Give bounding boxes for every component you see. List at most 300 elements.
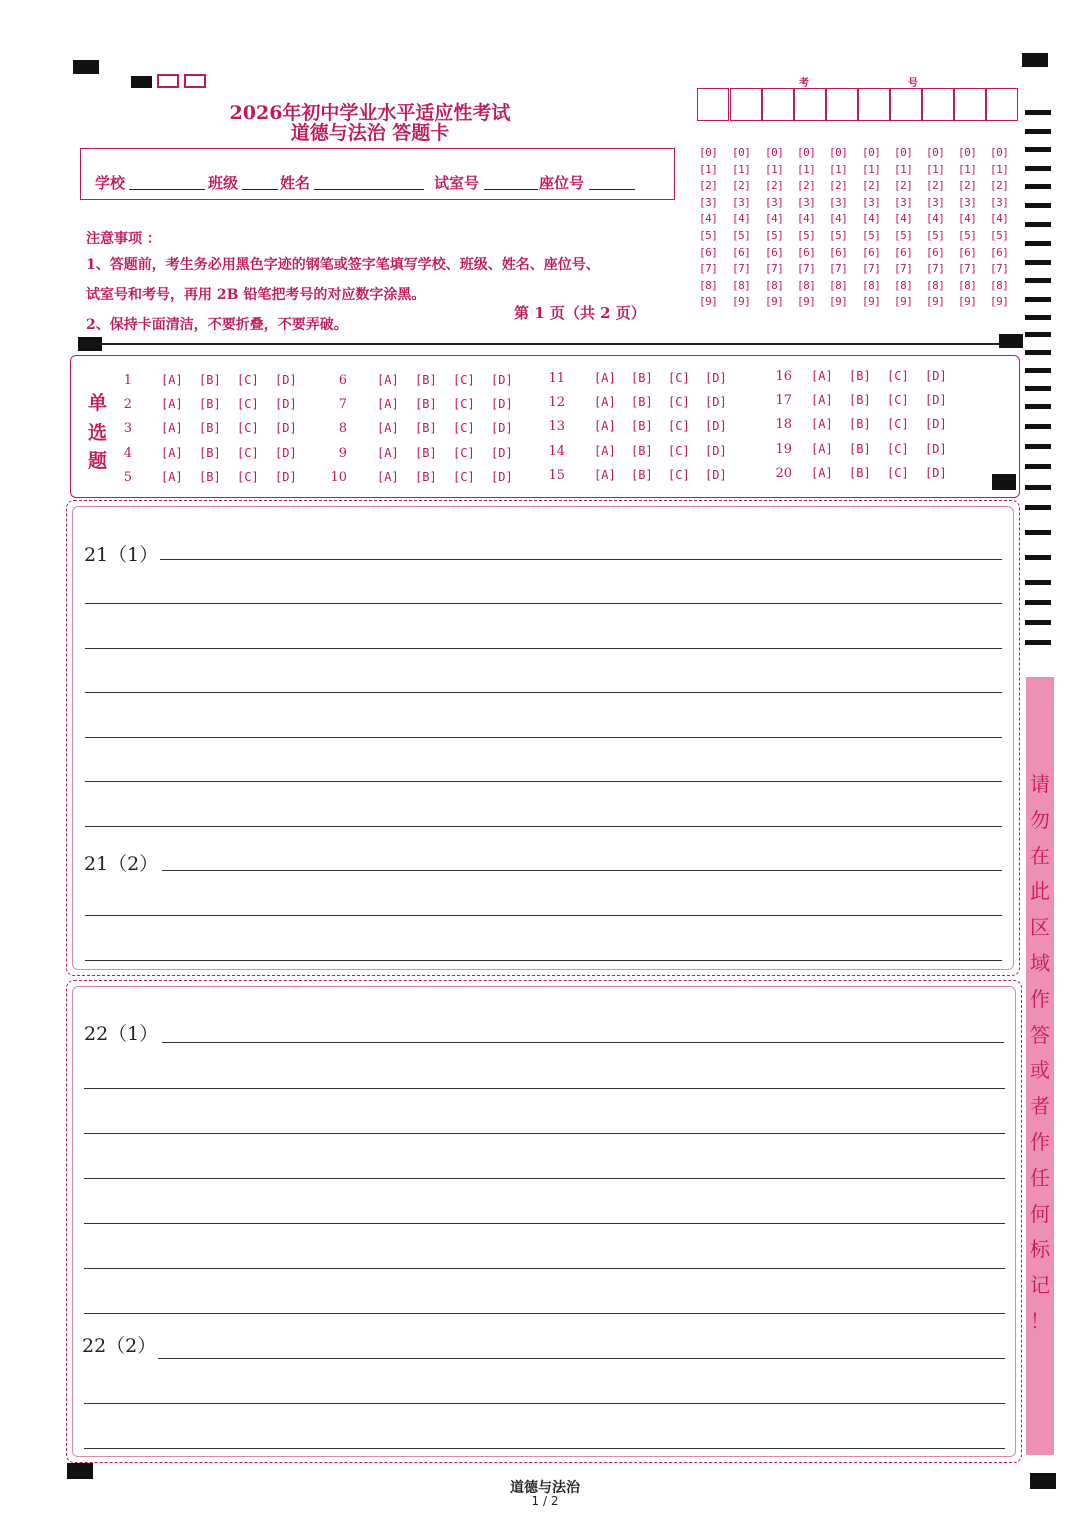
answer-writing-line[interactable]: [84, 1268, 1005, 1269]
exam-digit-bubble[interactable]: [3]: [829, 195, 848, 209]
choice-option-bubble[interactable]: [A]: [377, 445, 399, 460]
answer-writing-line[interactable]: [162, 1042, 1004, 1043]
exam-digit-bubble[interactable]: [9]: [797, 295, 816, 309]
exam-digit-bubble[interactable]: [8]: [699, 278, 718, 292]
exam-digit-bubble[interactable]: [5]: [958, 229, 977, 242]
choice-option-bubble[interactable]: [B]: [415, 469, 437, 484]
card-subtitle: 道德与法治 答题卡: [290, 122, 450, 144]
exam-digit-bubble[interactable]: [3]: [990, 195, 1009, 209]
choice-option-bubble[interactable]: [B]: [849, 417, 871, 432]
exam-digit-bubble[interactable]: [0]: [894, 146, 913, 159]
choice-option-bubble[interactable]: [A]: [594, 395, 616, 410]
exam-digit-bubble[interactable]: [2]: [699, 179, 718, 193]
exam-digit-bubble[interactable]: [5]: [926, 229, 945, 242]
exam-digit-bubble[interactable]: [5]: [797, 229, 816, 242]
answer-writing-line[interactable]: [84, 1178, 1005, 1179]
timing-mark: [1025, 315, 1051, 320]
exam-digit-bubble[interactable]: [1]: [732, 162, 751, 176]
timing-mark: [1025, 332, 1051, 337]
choice-option-bubble[interactable]: [C]: [887, 465, 909, 480]
exam-digit-bubble[interactable]: [0]: [862, 146, 881, 159]
exam-number-cell[interactable]: [762, 88, 794, 121]
exam-digit-bubble[interactable]: [5]: [765, 229, 784, 242]
warning-character: 者: [1030, 1094, 1050, 1119]
exam-digit-bubble[interactable]: [8]: [732, 278, 751, 292]
exam-digit-bubble[interactable]: [1]: [765, 162, 784, 176]
exam-digit-bubble[interactable]: [7]: [990, 262, 1009, 276]
exam-number-cell[interactable]: [730, 88, 762, 121]
exam-digit-bubble[interactable]: [9]: [829, 295, 848, 309]
room-field[interactable]: [484, 189, 538, 190]
choice-option-bubble[interactable]: [B]: [199, 397, 221, 412]
choice-option-bubble[interactable]: [D]: [705, 395, 727, 410]
question-number: 17: [775, 393, 792, 409]
question-number: 19: [775, 441, 792, 457]
timing-mark: [1025, 203, 1051, 208]
timing-mark: [1025, 110, 1051, 115]
exam-digit-bubble[interactable]: [9]: [990, 295, 1009, 309]
exam-digit-bubble[interactable]: [3]: [894, 195, 913, 209]
choice-option-bubble[interactable]: [B]: [415, 421, 437, 436]
exam-number-cell[interactable]: [858, 88, 890, 121]
answer-writing-line[interactable]: [85, 737, 1002, 738]
exam-digit-bubble[interactable]: [6]: [894, 245, 913, 259]
alignment-mark-top-right: [1022, 53, 1048, 67]
exam-digit-bubble[interactable]: [2]: [894, 179, 913, 193]
timing-mark: [1025, 166, 1051, 171]
timing-mark: [1025, 464, 1051, 469]
exam-digit-bubble[interactable]: [9]: [732, 295, 751, 309]
choice-option-bubble[interactable]: [D]: [705, 467, 727, 482]
warning-character: 任: [1030, 1165, 1050, 1190]
timing-mark: [1025, 368, 1051, 373]
choice-option-bubble[interactable]: [B]: [199, 373, 221, 387]
exam-title: 2026年初中学业水平适应性考试: [229, 102, 511, 124]
choice-option-bubble[interactable]: [D]: [275, 421, 297, 436]
answer-writing-line[interactable]: [85, 692, 1002, 693]
choice-option-bubble[interactable]: [A]: [161, 445, 183, 460]
warning-character: 作: [1030, 986, 1050, 1011]
exam-digit-bubble[interactable]: [6]: [862, 245, 881, 259]
choice-option-bubble[interactable]: [B]: [631, 371, 653, 385]
exam-digit-bubble[interactable]: [7]: [958, 262, 977, 276]
timing-mark: [1025, 404, 1051, 409]
choice-option-bubble[interactable]: [D]: [275, 397, 297, 412]
exam-digit-bubble[interactable]: [3]: [926, 195, 945, 209]
timing-mark: [1025, 485, 1051, 490]
choice-option-bubble[interactable]: [C]: [453, 469, 475, 484]
timing-mark: [1025, 505, 1051, 510]
choice-option-bubble[interactable]: [C]: [668, 467, 690, 482]
class-field[interactable]: [242, 189, 278, 190]
exam-digit-bubble[interactable]: [0]: [958, 146, 977, 159]
choice-option-bubble[interactable]: [D]: [491, 373, 513, 387]
answer-writing-line[interactable]: [158, 1358, 1005, 1359]
choice-option-bubble[interactable]: [A]: [161, 397, 183, 412]
exam-digit-bubble[interactable]: [6]: [990, 245, 1009, 259]
single-choice-corner-mark: [992, 474, 1016, 490]
choice-option-bubble[interactable]: [D]: [925, 417, 947, 432]
exam-digit-bubble[interactable]: [4]: [829, 212, 848, 226]
footer-subject: 道德与法治: [510, 1480, 580, 1496]
answer-writing-line[interactable]: [85, 915, 1002, 916]
exam-digit-bubble[interactable]: [5]: [862, 229, 881, 242]
school-label: 学校: [95, 174, 126, 192]
answer-writing-line[interactable]: [84, 1088, 1005, 1089]
exam-digit-bubble[interactable]: [2]: [732, 179, 751, 193]
answer-writing-line[interactable]: [85, 603, 1002, 604]
timing-mark: [1025, 444, 1051, 449]
exam-digit-bubble[interactable]: [7]: [894, 262, 913, 276]
notice-heading: 注意事项 ：: [86, 231, 161, 247]
alignment-mark-bottom-right: [1030, 1473, 1056, 1489]
exam-digit-bubble[interactable]: [6]: [797, 245, 816, 259]
exam-digit-bubble[interactable]: [5]: [699, 229, 718, 242]
choice-option-bubble[interactable]: [A]: [811, 393, 833, 408]
exam-digit-bubble[interactable]: [2]: [765, 179, 784, 193]
warning-character: ！: [1030, 1309, 1050, 1333]
exam-digit-bubble[interactable]: [6]: [958, 245, 977, 259]
choice-option-bubble[interactable]: [D]: [925, 369, 947, 383]
timing-mark: [1025, 424, 1051, 429]
choice-option-bubble[interactable]: [C]: [237, 373, 259, 387]
answer-writing-line[interactable]: [84, 1133, 1005, 1134]
choice-option-bubble[interactable]: [D]: [925, 465, 947, 480]
exam-digit-bubble[interactable]: [1]: [862, 162, 881, 176]
answer-box-22-inner: [72, 986, 1016, 1457]
question-number: 2: [123, 397, 132, 413]
choice-option-bubble[interactable]: [D]: [275, 373, 297, 387]
timing-mark: [1025, 530, 1051, 535]
question-number: 16: [775, 369, 792, 384]
exam-digit-bubble[interactable]: [0]: [765, 146, 784, 159]
answer-writing-line[interactable]: [162, 870, 1002, 871]
choice-option-bubble[interactable]: [C]: [237, 397, 259, 412]
exam-digit-bubble[interactable]: [7]: [862, 262, 881, 276]
choice-option-bubble[interactable]: [A]: [594, 419, 616, 434]
exam-digit-bubble[interactable]: [7]: [699, 262, 718, 276]
question-number: 6: [338, 373, 347, 388]
choice-option-bubble[interactable]: [D]: [705, 443, 727, 458]
timing-mark: [1025, 350, 1051, 355]
choice-option-bubble[interactable]: [C]: [237, 421, 259, 436]
question-number: 15: [548, 467, 565, 483]
alignment-mark-bottom-left: [67, 1463, 93, 1479]
exam-digit-bubble[interactable]: [7]: [926, 262, 945, 276]
answer-writing-line[interactable]: [85, 781, 1002, 782]
exam-digit-bubble[interactable]: [1]: [699, 162, 718, 176]
timing-mark: [1025, 297, 1051, 302]
answer-writing-line[interactable]: [84, 1313, 1005, 1314]
answer-writing-line[interactable]: [85, 826, 1002, 827]
exam-number-cell[interactable]: [986, 88, 1018, 121]
exam-digit-bubble[interactable]: [2]: [862, 179, 881, 193]
exam-digit-bubble[interactable]: [1]: [829, 162, 848, 176]
question-number: 11: [548, 371, 565, 386]
choice-option-bubble[interactable]: [B]: [415, 397, 437, 412]
exam-digit-bubble[interactable]: [8]: [894, 278, 913, 292]
exam-digit-bubble[interactable]: [7]: [732, 262, 751, 276]
exam-digit-bubble[interactable]: [4]: [732, 212, 751, 226]
card-type-mark-filled: [131, 76, 152, 88]
question-number: 7: [338, 397, 347, 413]
choice-option-bubble[interactable]: [A]: [377, 421, 399, 436]
choice-option-bubble[interactable]: [B]: [199, 445, 221, 460]
exam-digit-bubble[interactable]: [3]: [732, 195, 751, 209]
choice-option-bubble[interactable]: [A]: [161, 469, 183, 484]
timing-mark: [1025, 147, 1051, 152]
choice-option-bubble[interactable]: [D]: [275, 469, 297, 484]
choice-option-bubble[interactable]: [B]: [849, 369, 871, 383]
exam-digit-bubble[interactable]: [4]: [990, 212, 1009, 226]
question-number: 13: [548, 419, 565, 435]
question-number: 8: [338, 421, 347, 437]
choice-option-bubble[interactable]: [B]: [849, 441, 871, 456]
exam-digit-bubble[interactable]: [2]: [797, 179, 816, 193]
choice-option-bubble[interactable]: [B]: [631, 443, 653, 458]
single-choice-label-1: 单: [88, 392, 108, 414]
exam-digit-bubble[interactable]: [7]: [765, 262, 784, 276]
choice-option-bubble[interactable]: [C]: [668, 443, 690, 458]
choice-option-bubble[interactable]: [A]: [811, 417, 833, 432]
choice-option-bubble[interactable]: [C]: [887, 417, 909, 432]
exam-digit-bubble[interactable]: [9]: [894, 295, 913, 309]
choice-option-bubble[interactable]: [D]: [705, 371, 727, 385]
school-field[interactable]: [129, 189, 205, 190]
timing-mark: [1025, 640, 1051, 645]
warning-character: 区: [1030, 915, 1050, 940]
exam-digit-bubble[interactable]: [0]: [990, 146, 1009, 159]
exam-digit-bubble[interactable]: [1]: [958, 162, 977, 176]
exam-digit-bubble[interactable]: [0]: [829, 146, 848, 159]
choice-option-bubble[interactable]: [C]: [453, 421, 475, 436]
exam-digit-bubble[interactable]: [4]: [926, 212, 945, 226]
question-22-1-label: 22（1）: [84, 1023, 159, 1045]
exam-digit-bubble[interactable]: [7]: [829, 262, 848, 276]
warning-character: 或: [1030, 1058, 1050, 1083]
choice-option-bubble[interactable]: [A]: [811, 465, 833, 480]
choice-option-bubble[interactable]: [B]: [631, 395, 653, 410]
exam-digit-bubble[interactable]: [4]: [699, 212, 718, 226]
timing-mark: [1025, 222, 1051, 227]
exam-digit-bubble[interactable]: [3]: [797, 195, 816, 209]
choice-option-bubble[interactable]: [A]: [377, 469, 399, 484]
card-type-mark-empty-1: [157, 74, 179, 88]
question-number: 18: [775, 417, 792, 433]
timing-mark: [1025, 620, 1051, 625]
choice-option-bubble[interactable]: [A]: [377, 397, 399, 412]
exam-digit-bubble[interactable]: [6]: [765, 245, 784, 259]
warning-character: 此: [1030, 879, 1050, 904]
exam-number-cell[interactable]: [922, 88, 954, 121]
warning-character: 何: [1030, 1201, 1050, 1226]
choice-option-bubble[interactable]: [A]: [161, 373, 183, 387]
exam-digit-bubble[interactable]: [8]: [862, 278, 881, 292]
card-type-mark-empty-2: [184, 74, 206, 88]
warning-character: 答: [1030, 1022, 1050, 1047]
exam-digit-bubble[interactable]: [9]: [926, 295, 945, 309]
choice-option-bubble[interactable]: [D]: [491, 421, 513, 436]
choice-option-bubble[interactable]: [A]: [811, 369, 833, 383]
exam-digit-bubble[interactable]: [4]: [894, 212, 913, 226]
question-number: 4: [123, 445, 132, 461]
question-number: 9: [338, 445, 347, 461]
choice-option-bubble[interactable]: [B]: [631, 467, 653, 482]
choice-option-bubble[interactable]: [C]: [453, 397, 475, 412]
exam-digit-bubble[interactable]: [6]: [829, 245, 848, 259]
exam-digit-bubble[interactable]: [4]: [958, 212, 977, 226]
exam-digit-bubble[interactable]: [5]: [894, 229, 913, 242]
notice-line-3: 2、保持卡面清洁，不要折叠，不要弄破。: [86, 317, 348, 333]
question-number: 1: [123, 373, 132, 388]
choice-option-bubble[interactable]: [B]: [631, 419, 653, 434]
seat-label: 座位号: [539, 174, 585, 192]
choice-option-bubble[interactable]: [C]: [887, 393, 909, 408]
section-separator-mark-left: [78, 337, 102, 351]
choice-option-bubble[interactable]: [C]: [453, 373, 475, 387]
choice-option-bubble[interactable]: [D]: [925, 441, 947, 456]
question-21-2-label: 21（2）: [84, 853, 159, 875]
exam-number-cell[interactable]: [697, 88, 729, 121]
exam-digit-bubble[interactable]: [7]: [797, 262, 816, 276]
exam-digit-bubble[interactable]: [0]: [797, 146, 816, 159]
choice-option-bubble[interactable]: [A]: [161, 421, 183, 436]
exam-digit-bubble[interactable]: [8]: [926, 278, 945, 292]
exam-digit-bubble[interactable]: [8]: [797, 278, 816, 292]
choice-option-bubble[interactable]: [A]: [594, 371, 616, 385]
name-field[interactable]: [314, 189, 424, 190]
exam-digit-bubble[interactable]: [5]: [829, 229, 848, 242]
exam-digit-bubble[interactable]: [6]: [732, 245, 751, 259]
warning-character: 标: [1030, 1237, 1050, 1262]
choice-option-bubble[interactable]: [C]: [668, 395, 690, 410]
answer-writing-line[interactable]: [84, 1448, 1005, 1449]
choice-option-bubble[interactable]: [A]: [811, 441, 833, 456]
exam-digit-bubble[interactable]: [3]: [699, 195, 718, 209]
timing-mark: [1025, 600, 1051, 605]
exam-digit-bubble[interactable]: [2]: [926, 179, 945, 193]
exam-digit-bubble[interactable]: [9]: [862, 295, 881, 309]
exam-digit-bubble[interactable]: [6]: [699, 245, 718, 259]
timing-mark: [1025, 278, 1051, 283]
question-number: 3: [123, 421, 132, 437]
exam-number-cell[interactable]: [826, 88, 858, 121]
choice-option-bubble[interactable]: [B]: [849, 393, 871, 408]
question-number: 20: [775, 465, 792, 481]
footer-page-number: 1 / 2: [531, 1494, 559, 1508]
exam-digit-bubble[interactable]: [9]: [699, 295, 718, 309]
warning-character: 作: [1030, 1130, 1050, 1154]
answer-writing-line[interactable]: [84, 1223, 1005, 1224]
choice-option-bubble[interactable]: [D]: [491, 445, 513, 460]
choice-option-bubble[interactable]: [A]: [594, 467, 616, 482]
choice-option-bubble[interactable]: [C]: [887, 369, 909, 383]
choice-option-bubble[interactable]: [C]: [668, 419, 690, 434]
choice-option-bubble[interactable]: [A]: [594, 443, 616, 458]
exam-digit-bubble[interactable]: [0]: [926, 146, 945, 159]
choice-option-bubble[interactable]: [B]: [415, 373, 437, 387]
exam-digit-bubble[interactable]: [3]: [862, 195, 881, 209]
warning-character: 记: [1030, 1273, 1050, 1298]
answer-writing-line[interactable]: [85, 960, 1002, 961]
exam-digit-bubble[interactable]: [8]: [990, 278, 1009, 292]
question-21-1-label: 21（1）: [84, 544, 159, 566]
timing-mark: [1025, 580, 1051, 585]
exam-digit-bubble[interactable]: [1]: [894, 162, 913, 176]
exam-digit-bubble[interactable]: [2]: [990, 179, 1009, 193]
exam-digit-bubble[interactable]: [0]: [699, 146, 718, 159]
warning-character: 请: [1030, 772, 1050, 796]
page-indicator: 第 1 页（共 2 页）: [514, 304, 646, 322]
exam-digit-bubble[interactable]: [3]: [958, 195, 977, 209]
choice-option-bubble[interactable]: [D]: [491, 397, 513, 412]
exam-digit-bubble[interactable]: [1]: [990, 162, 1009, 176]
choice-option-bubble[interactable]: [A]: [377, 373, 399, 387]
choice-option-bubble[interactable]: [D]: [275, 445, 297, 460]
exam-digit-bubble[interactable]: [9]: [958, 295, 977, 309]
choice-option-bubble[interactable]: [D]: [491, 469, 513, 484]
warning-character: 在: [1030, 843, 1050, 868]
choice-option-bubble[interactable]: [D]: [705, 419, 727, 434]
question-22-2-label: 22（2）: [82, 1335, 157, 1357]
answer-writing-line[interactable]: [85, 648, 1002, 649]
timing-mark: [1025, 129, 1051, 134]
question-number: 14: [548, 443, 565, 459]
exam-digit-bubble[interactable]: [4]: [765, 212, 784, 226]
exam-digit-bubble[interactable]: [4]: [862, 212, 881, 226]
choice-option-bubble[interactable]: [C]: [453, 445, 475, 460]
answer-writing-line[interactable]: [160, 559, 1002, 560]
notice-line-1: 1、答题前，考生务必用黑色字迹的钢笔或签字笔填写学校、班级、姓名、座位号、: [86, 257, 600, 273]
warning-character: 域: [1030, 951, 1050, 975]
choice-option-bubble[interactable]: [B]: [199, 421, 221, 436]
exam-digit-bubble[interactable]: [5]: [990, 229, 1009, 242]
exam-digit-bubble[interactable]: [0]: [732, 146, 751, 159]
exam-number-label-left: 考: [799, 78, 809, 89]
choice-option-bubble[interactable]: [B]: [849, 465, 871, 480]
exam-digit-bubble[interactable]: [3]: [765, 195, 784, 209]
exam-digit-bubble[interactable]: [5]: [732, 229, 751, 242]
choice-option-bubble[interactable]: [C]: [237, 445, 259, 460]
exam-digit-bubble[interactable]: [1]: [926, 162, 945, 176]
choice-option-bubble[interactable]: [B]: [199, 469, 221, 484]
exam-digit-bubble[interactable]: [2]: [958, 179, 977, 193]
choice-option-bubble[interactable]: [C]: [237, 469, 259, 484]
exam-digit-bubble[interactable]: [2]: [829, 179, 848, 193]
choice-option-bubble[interactable]: [C]: [887, 441, 909, 456]
exam-digit-bubble[interactable]: [6]: [926, 245, 945, 259]
answer-writing-line[interactable]: [84, 1403, 1005, 1404]
exam-digit-bubble[interactable]: [1]: [797, 162, 816, 176]
exam-digit-bubble[interactable]: [9]: [765, 295, 784, 309]
section-separator-mark-right: [999, 334, 1023, 348]
timing-mark: [1025, 241, 1051, 246]
choice-option-bubble[interactable]: [D]: [925, 393, 947, 408]
exam-digit-bubble[interactable]: [8]: [958, 278, 977, 292]
choice-option-bubble[interactable]: [B]: [415, 445, 437, 460]
exam-digit-bubble[interactable]: [4]: [797, 212, 816, 226]
exam-number-cell[interactable]: [954, 88, 986, 121]
exam-number-cell[interactable]: [794, 88, 826, 121]
exam-digit-bubble[interactable]: [8]: [765, 278, 784, 292]
room-label: 试室号: [434, 174, 480, 192]
choice-option-bubble[interactable]: [C]: [668, 371, 690, 385]
exam-digit-bubble[interactable]: [8]: [829, 278, 848, 292]
notice-line-2: 试室号和考号，再用 2B 铅笔把考号的对应数字涂黑。: [86, 287, 426, 303]
alignment-mark-top-left: [73, 60, 99, 74]
exam-number-cell[interactable]: [890, 88, 922, 121]
seat-field[interactable]: [589, 189, 635, 190]
